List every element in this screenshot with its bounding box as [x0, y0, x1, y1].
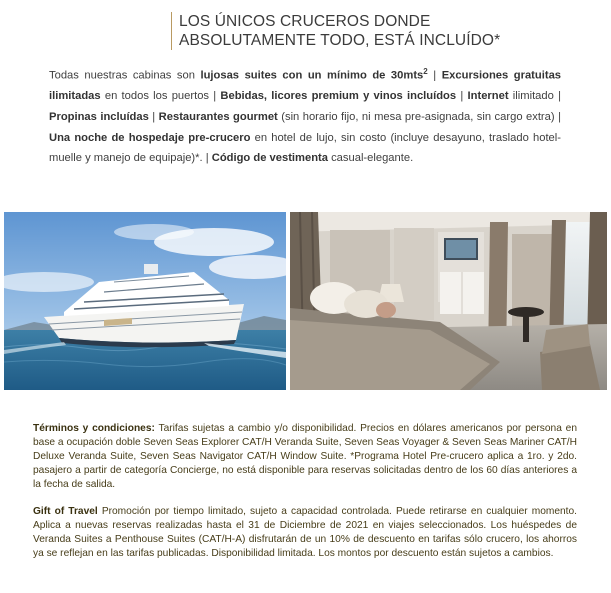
inclusions-paragraph — [49, 62, 561, 169]
intro-text: casual-elegante. — [327, 152, 414, 165]
suite-interior-photo — [290, 212, 607, 390]
headline-line-2: ABSOLUTAMENTE TODO, ESTÁ INCLUÍDO* — [179, 32, 501, 49]
terms-label: Términos y condiciones: — [33, 423, 155, 434]
intro-highlight-suites: lujosas suites con un mínimo de 30mts — [200, 69, 424, 82]
intro-text: | — [456, 90, 468, 103]
intro-text: Todas nuestras cabinas son — [49, 69, 201, 82]
intro-highlight-hotel: Una noche de hospedaje pre-crucero — [49, 131, 251, 144]
intro-text: (sin horario fijo, ni mesa pre-asignada, sin cargo extra) | — [277, 110, 561, 123]
headline — [171, 12, 500, 50]
gift-label: Gift of Travel — [33, 506, 98, 517]
intro-text: | — [427, 69, 442, 82]
intro-text: | — [148, 110, 159, 123]
intro-highlight-internet: Internet — [467, 90, 509, 103]
intro-text: ilimitado | — [508, 90, 561, 103]
intro-superscript: 2 — [423, 67, 428, 76]
terms-and-conditions — [33, 422, 577, 492]
intro-highlight-tips: Propinas incluídas — [49, 110, 149, 123]
gift-text: Promoción por tiempo limitado, sujeto a capacidad controlada. Puede retirarse en cualquier momento. Aplica a nuevas reservas realizadas hasta el 31 de Diciembre de 2021 en viajes seleccionados. Los huéspedes de Veranda Suites a Penthouse Suites (CAT/H-A) disfrutarán de un 10% de descuento en tarifas sólo crucero, los ahorros ya se reflejan en las tarifas publicadas. Disponibilidad limitada. Los montos por descuento están sujetos a cambios. — [33, 506, 578, 559]
gift-of-travel — [33, 505, 577, 561]
intro-highlight-restaurants: Restaurantes gourmet — [158, 110, 278, 123]
photo-strip — [4, 212, 607, 390]
intro-text: en todos los puertos | — [100, 90, 221, 103]
intro-text: en hotel de lujo, sin costo (incluye desayuno, traslado hotel-muelle y manejo de equipaje)*. | — [49, 131, 561, 165]
terms-text: Tarifas sujetas a cambio y/o disponibilidad. Precios en dólares americanos por persona en base a ocupación doble Seven Seas Explorer CAT/H Veranda Suite, Seven Seas Voyager & Seven Seas Mariner CAT/H Deluxe Veranda Suite, Seven Seas Navigator CAT/H Window Suite. *Programa Hotel Pre-crucero aplica a 1ro. y 2do. pasajero a partir de categoría Concierge, no está disponible para reservas solicitadas dentro de los 60 días anteriores a la fecha de salida. — [33, 423, 577, 490]
intro-highlight-excursions: Excursiones gratuitas ilimitadas — [49, 69, 562, 103]
headline-line-1: LOS ÚNICOS CRUCEROS DONDE — [179, 13, 431, 30]
intro-highlight-drinks: Bebidas, licores premium y vinos incluídos — [220, 90, 457, 103]
cruise-ship-photo — [4, 212, 286, 390]
intro-highlight-dresscode: Código de vestimenta — [211, 152, 328, 165]
